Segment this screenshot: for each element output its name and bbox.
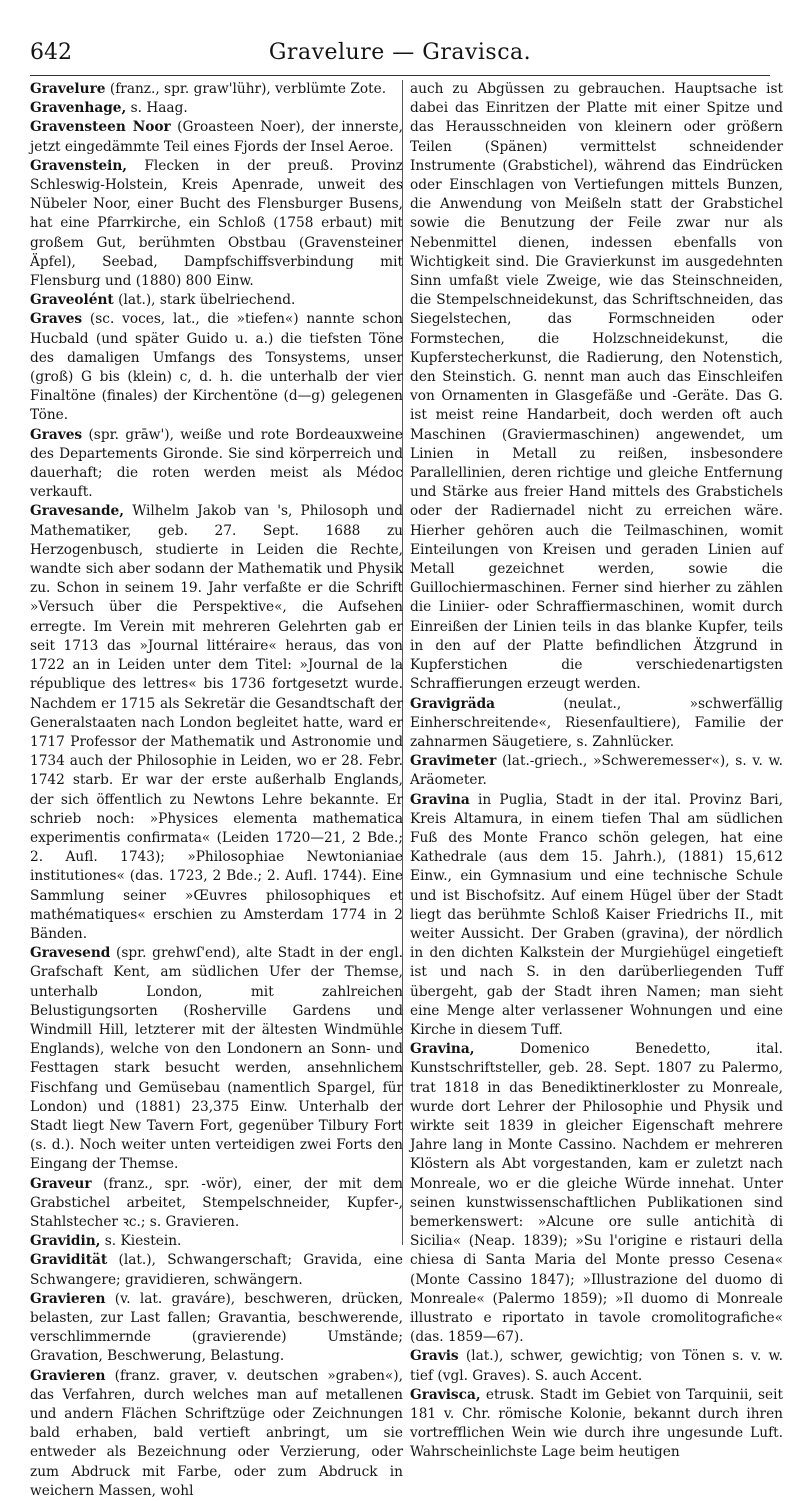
dictionary-entry: [30, 1251, 403, 1289]
dictionary-entry: [30, 118, 403, 156]
dictionary-entry: [30, 99, 403, 118]
running-head: Gravelure — Gravisca.: [268, 40, 532, 65]
entry-text: (franz., spr. graw'lühr), verblümte Zote.: [105, 81, 387, 97]
entry-headword: Gravelure: [30, 81, 106, 97]
entry-headword: Gravigräda: [410, 695, 496, 712]
entry-text: (Groasteen Noer), der innerste, jetzt eingedämmte Teil eines Fjords der Insel Aeroe.: [30, 119, 403, 155]
dictionary-entry: [30, 310, 403, 425]
entry-headword: Gravimeter: [410, 753, 497, 770]
entry-text: (sc. voces, lat., die »tiefen«) nannte schon Hucbald (und später Guido u. a.) die tiefsten Töne des damaligen Umfangs des Tonsystems, unser (groß) G bis (klein) c, d. h. die unterhalb der vier Finaltöne (finales) der Kirchentöne (d—g) gelegenen Töne.: [30, 311, 403, 424]
entry-text: (franz. graver, v. deutschen »graben«), das Verfahren, durch welches man auf metallenen und andern Flächen Schriftzüge oder Zeichnungen bald erhaben, bald vertieft anbringt, um sie entweder als Bezeichnung oder Verzierung, oder zum Abdruck mit Farbe, oder zum Abdruck in weichern Massen, wohl: [30, 1367, 403, 1499]
entry-headword: Gravidität: [30, 1252, 108, 1269]
entry-text: (spr. grāw'), weiße und rote Bordeauxweine des Departements Gironde. Sie sind körperreich und dauerhaft; die roten werden meist als Médoc verkauft.: [30, 426, 403, 501]
dictionary-entry: [30, 1290, 403, 1367]
entry-headword: Gravina,: [410, 1041, 475, 1058]
page-number: 642: [30, 40, 72, 65]
entry-headword: Gravesande,: [30, 503, 125, 520]
dictionary-entry: [410, 1347, 783, 1385]
dictionary-entry: [30, 1175, 403, 1233]
right-column: [410, 80, 783, 1463]
header-rule: [30, 75, 770, 76]
dictionary-entry: [30, 80, 403, 99]
dictionary-entry: [410, 791, 783, 1041]
entry-text: (lat.-griech., »Schweremesser«), s. v. w. Aräometer.: [410, 753, 783, 789]
dictionary-entry: [30, 1367, 403, 1501]
entry-text: (v. lat. graváre), beschweren, drücken, belasten, zur Last fallen; Gravantia, beschwerende, verschlimmernde (gravierende) Umstände; Gravation, Beschwerung, Belastung.: [30, 1290, 403, 1365]
entry-headword: Gravenstein,: [30, 157, 128, 174]
dictionary-entry: [410, 1040, 783, 1347]
entry-text: in Puglia, Stadt in der ital. Provinz Bari, Kreis Altamura, in einem tiefen Thal am südlichen Fuß des Monte Franco schön gelegen, hat eine Kathedrale (aus dem 15. Jahrh.), (1881) 15,612 Einw., ein Gymnasium und eine technische Schule und ist Bischofsitz. Auf einem Hügel über der Stadt liegt das berühmte Schloß Kaiser Friedrichs II., mit weiter Aussicht. Der Graben (gravina), der nördlich in den dichten Kalkstein der Murgiehügel eingetieft ist und nach S. in den darüberliegenden Tuff übergeht, gab der Stadt ihren Namen; man sieht eine Menge alter verlassener Wohnungen und eine Kirche in diesem Tuff.: [410, 791, 783, 1038]
entry-text: etrusk. Stadt im Gebiet von Tarquinii, seit 181 v. Chr. römische Kolonie, bekannt durch ihren vortrefflichen Wein wie durch ihre ungesunde Luft. Wahrscheinlichste Lage beim heutigen: [410, 1386, 783, 1461]
entry-headword: Gravesend: [30, 945, 111, 962]
entry-text: s. Kiestein.: [100, 1233, 182, 1250]
entry-headword: Gravisca,: [410, 1386, 481, 1403]
entry-text: Wilhelm Jakob van 's, Philosoph und Mathematiker, geb. 27. Sept. 1688 zu Herzogenbusch, studierte in Leiden die Rechte, wandte sich aber sodann der Mathematik und Physik zu. Schon in seinem 19. Jahr verfaßte er die Schrift »Versuch über die Perspektive«, die Aufsehen erregte. Im Verein mit mehreren Gelehrten gab er seit 1713 das »Journal littéraire« heraus, das von 1722 an in Leiden unter dem Titel: »Journal de la république des lettres« bis 1736 fortgesetzt wurde. Nachdem er 1715 als Sekretär die Gesandtschaft der Generalstaaten nach London begleitet hatte, ward er 1717 Professor der Mathematik und Astronomie und 1734 auch der Philosophie in Leiden, wo er 28. Febr. 1742 starb. Er war der erste außerhalb Englands, der sich öffentlich zu Newtons Lehre bekannte. Er schrieb noch: »Physices elementa mathematica experimentis confirmata« (Leiden 1720—21, 2 Bde.; 2. Aufl. 1743); »Philosophiae Newtonianiae institutiones« (das. 1723, 2 Bde.; 2. Aufl. 1744). Eine Sammlung seiner »Œuvres philosophiques et mathématiques« erschien zu Amsterdam 1774 in 2 Bänden.: [30, 503, 403, 942]
entry-headword: Gravina: [410, 791, 470, 808]
dictionary-entry: [30, 157, 403, 291]
entry-headword: Gravieren: [30, 1367, 106, 1384]
entry-headword: Graves: [30, 426, 83, 443]
page-header: [30, 40, 770, 74]
entry-text: Flecken in der preuß. Provinz Schleswig-Holstein, Kreis Apenrade, unweit des Nübeler Noor, einer Bucht des Flensburger Busens, hat eine Pfarrkirche, ein Schloß (1758 erbaut) mit großem Gut, berühmten Obstbau (Gravensteiner Äpfel), Seebad, Dampfschiffsverbindung mit Flensburg und (1880) 800 Einw.: [30, 157, 403, 290]
dictionary-entry: [410, 80, 783, 695]
entry-text: Domenico Benedetto, ital. Kunstschriftsteller, geb. 28. Sept. 1807 zu Palermo, trat 1818 in das Benediktinerkloster zu Monreale, wurde dort Lehrer der Philosophie und Physik und wirkte seit 1839 in gleicher Eigenschaft mehrere Jahre lang in Monte Cassino. Nachdem er mehreren Klöstern als Abt vorgestanden, kam er zuletzt nach Monreale, wo er die gleiche Würde innehat. Unter seinen kunstwissenschaftlichen Publikationen sind bemerkenswert: »Alcune ore sulle antichità di Sicilia« (Neap. 1839); »Su l'origine e ristauri della chiesa di Santa Maria del Monte presso Cesena« (Monte Cassino 1847); »Illustrazione del duomo di Monreale« (Palermo 1859); »Il duomo di Monreale illustrato e riportato in tavole cromolitografiche« (das. 1859—67).: [410, 1041, 783, 1346]
entry-text: (spr. grehwſ'end), alte Stadt in der engl. Grafschaft Kent, am südlichen Ufer der Themse, unterhalb London, mit zahlreichen Belustigungsorten (Rosherville Gardens und Windmill Hill, letzterer mit der ältesten Windmühle Englands), welche von den Londonern an Sonn- und Festtagen stark besucht werden, ansehnlichem Fischfang und Gemüsebau (namentlich Spargel, für London) und (1881) 23,375 Einw. Unterhalb der Stadt liegt New Tavern Fort, gegenüber Tilbury Fort (s. d.). Noch weiter unten verteidigen zwei Forts den Eingang der Themse.: [30, 945, 403, 1173]
entry-headword: Graveur: [30, 1175, 92, 1192]
entry-text: (neulat., »schwerfällig Einherschreitende«, Riesenfaultiere), Familie der zahnarmen Säugetiere, s. Zahnlücker.: [410, 695, 783, 750]
dictionary-entry: [30, 426, 403, 503]
entry-headword: Gravenhage,: [30, 100, 127, 117]
entry-text: (lat.), stark übelriechend.: [113, 292, 296, 309]
left-column: [30, 80, 403, 1501]
dictionary-entry: [410, 695, 783, 753]
dictionary-entry: [30, 1232, 403, 1251]
entry-text: (franz., spr. -wör), einer, der mit dem Grabstichel arbeitet, Stempelschneider, Kupfer-, Stahlstecher ꝛc.; s. Gravieren.: [30, 1175, 403, 1230]
entry-text: (lat.), schwer, gewichtig; von Tönen s. v. w. tief (vgl. Graves). S. auch Accent.: [410, 1348, 783, 1384]
dictionary-entry: [410, 1386, 783, 1463]
entry-headword: Gravis: [410, 1348, 459, 1365]
entry-headword: Gravieren: [30, 1290, 106, 1307]
entry-text: (lat.), Schwangerschaft; Gravida, eine Schwangere; gravidieren, schwängern.: [30, 1252, 403, 1288]
entry-headword: Graves: [30, 311, 83, 328]
entry-headword: Gravensteen Noor: [30, 119, 171, 136]
dictionary-entry: [30, 502, 403, 944]
dictionary-entry: [30, 944, 403, 1174]
entry-headword: Graveolént: [30, 292, 114, 309]
entry-text: auch zu Abgüssen zu gebrauchen. Hauptsache ist dabei das Einritzen der Platte mit einer Spitze und das Herausschneiden von kleinern oder größern Teilen (Spänen) vermittelst schneidender Instrumente (Grabstichel), während das Eindrücken oder Einschlagen von Vertiefungen mittels Bunzen, die Anwendung von Meißeln statt der Grabstichel sowie die Benutzung der Feile zwar nur als Nebenmittel dienen, indessen ebenfalls von Wichtigkeit sind. Die Gravierkunst im ausgedehnten Sinn umfaßt viele Zweige, wie das Steinschneiden, die Stempelschneidekunst, das Schriftschneiden, das Siegelstechen, das Formschneiden oder Formstechen, die Holzschneidekunst, die Kupferstecherkunst, die Radierung, den Notenstich, den Steinstich. G. nennt man auch das Einschleifen von Ornamenten in Glasgefäße und -Geräte. Das G. ist meist reine Handarbeit, doch werden oft auch Maschinen (Graviermaschinen) angewendet, um Linien in Metall zu reißen, insbesondere Parallellinien, deren richtige und gleiche Entfernung und Stärke aus freier Hand mittels des Grabstichels oder der Radiernadel nicht zu erreichen wäre. Hierher gehören auch die Teilmaschinen, womit Einteilungen von Kreisen und geraden Linien auf Metall gezeichnet werden, sowie die Guillochiermaschinen. Ferner sind hierher zu zählen die Liniier- oder Schraffiermaschinen, womit durch Einreißen der Linien teils in das blanke Kupfer, teils in den auf der Platte befindlichen Ätzgrund in Kupferstichen die verschiedenartigsten Schraffierungen erzeugt werden.: [410, 81, 783, 693]
entry-headword: Gravidin,: [30, 1233, 101, 1250]
dictionary-entry: [410, 752, 783, 790]
entry-text: s. Haag.: [126, 100, 188, 117]
dictionary-entry: [30, 291, 403, 310]
